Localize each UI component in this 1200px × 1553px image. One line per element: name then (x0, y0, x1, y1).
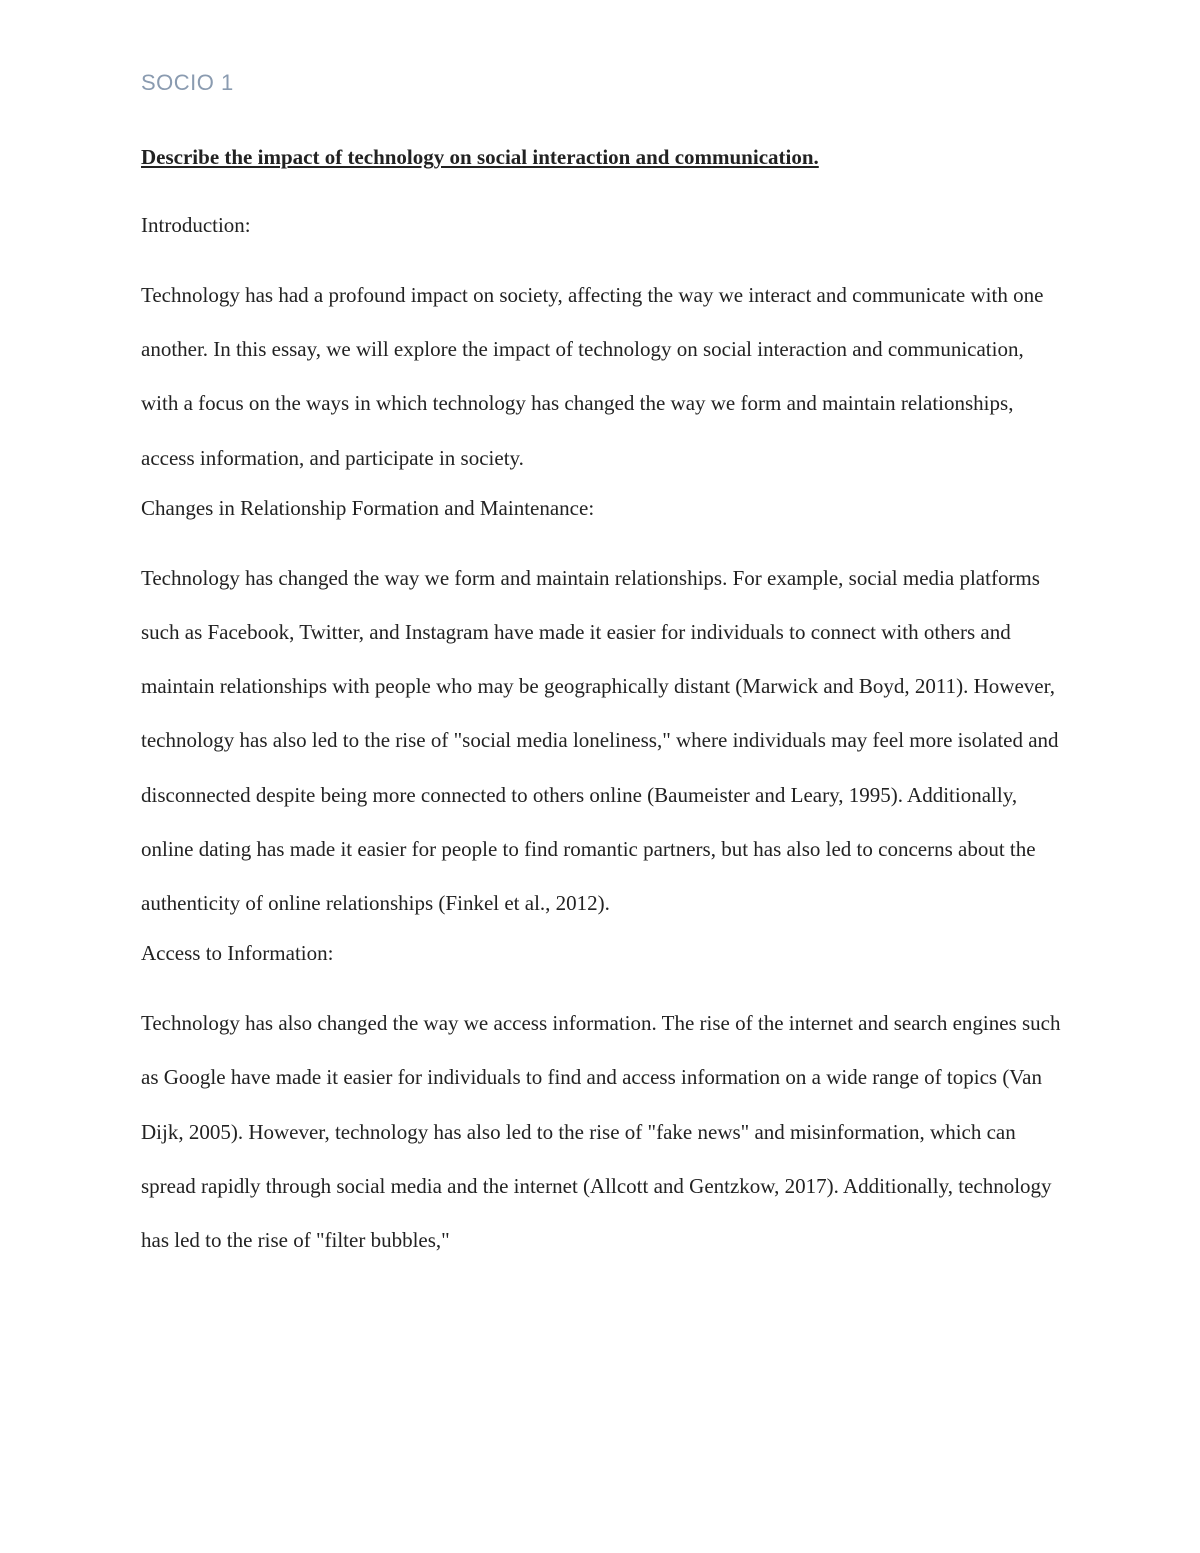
section-paragraph-relationships: Technology has changed the way we form and maintain relationships. For example, social media platforms such as Facebook, Twitter, and Instagram have made it easier for individuals to connect with others and maintain relationships with people who may be geographically distant (Marwick and Boyd, 2011). However, technology has also led to the rise of "social media loneliness," where individuals may feel more isolated and disconnected despite being more connected to others online (Baumeister and Leary, 1995). Additionally, online dating has made it easier for people to find romantic partners, but has also led to concerns about the authenticity of online relationships (Finkel et al., 2012). (141, 565, 1059, 916)
section-heading-introduction: Introduction: (141, 213, 251, 237)
section-heading-relationships: Changes in Relationship Formation and Maintenance: (141, 495, 595, 520)
running-head: SOCIO 1 (141, 70, 234, 95)
document-body (141, 140, 1061, 1273)
section-heading-information: Access to Information: (141, 941, 334, 966)
document-title: Describe the impact of technology on social interaction and communication. (141, 145, 819, 169)
section-paragraph-information: Technology has also changed the way we access information. The rise of the internet and search engines such as Google have made it easier for individuals to find and access information on a wide range of topics (Van Dijk, 2005). However, technology has also led to the rise of "fake news" and misinformation, which can spread rapidly through social media and the internet (Allcott and Gentzkow, 2017). Additionally, technology has led to the rise of "filter bubbles," (141, 1011, 1061, 1253)
section-paragraph-introduction: Technology has had a profound impact on society, affecting the way we interact and communicate with one another. In this essay, we will explore the impact of technology on social interaction and communication, with a focus on the ways in which technology has changed the way we form and maintain relationships, access information, and participate in society. (141, 283, 1044, 470)
